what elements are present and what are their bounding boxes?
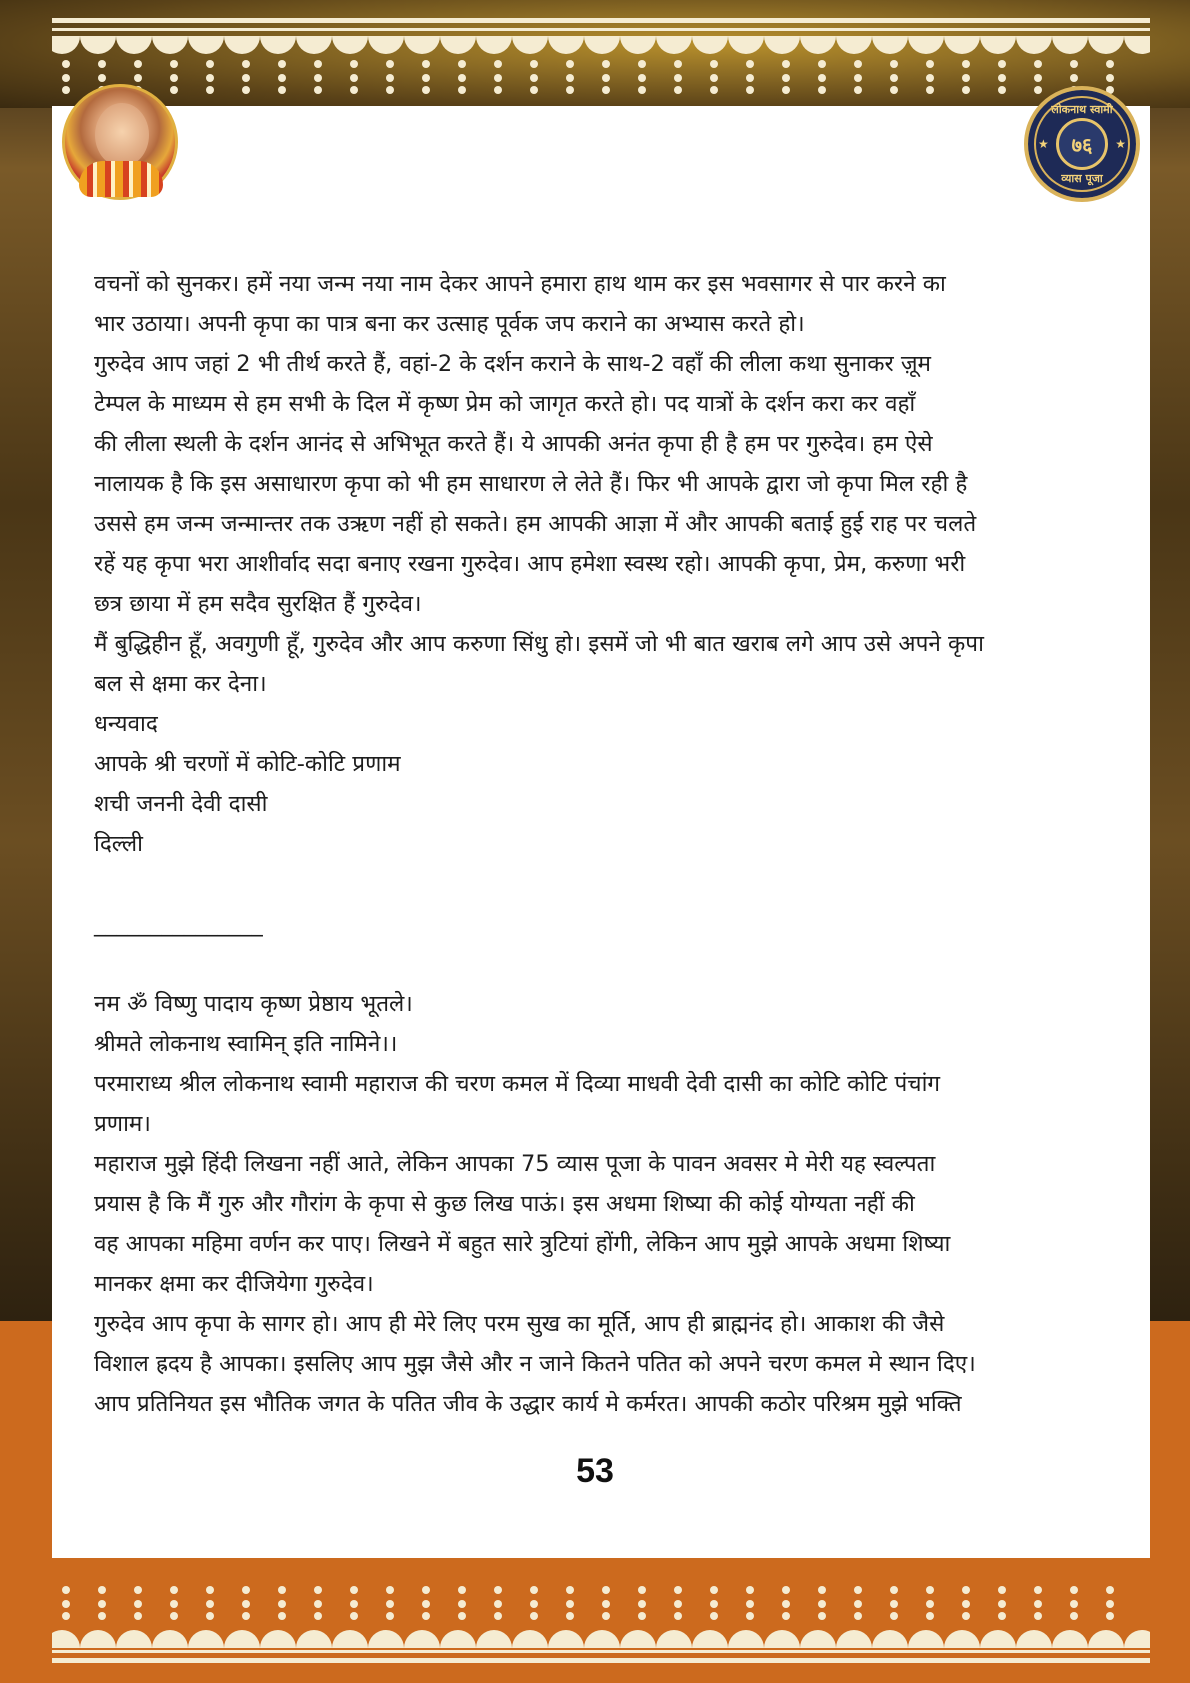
border-dot: [926, 86, 934, 94]
scallop-shape: [1016, 1630, 1052, 1648]
border-dot: [494, 74, 502, 82]
scallop-shape: [260, 1630, 296, 1648]
scallop-shape: [800, 1630, 836, 1648]
text-line: शची जननी देवी दासी: [94, 791, 268, 817]
bottom-stripe: [52, 1658, 1150, 1663]
border-dot: [854, 86, 862, 94]
border-dot: [314, 60, 322, 68]
border-dot: [890, 74, 898, 82]
text-line: दिल्ली: [94, 831, 144, 857]
border-dot: [494, 86, 502, 94]
border-dot: [386, 1612, 394, 1620]
border-dot: [98, 1612, 106, 1620]
border-dot: [674, 1600, 682, 1608]
border-dot: [1106, 1586, 1114, 1594]
border-dot: [890, 60, 898, 68]
scallop-shape: [692, 1630, 728, 1648]
scallop-shape: [980, 36, 1016, 54]
border-dot: [134, 74, 142, 82]
border-dot: [782, 1586, 790, 1594]
text-line: प्रणाम।: [94, 1111, 151, 1137]
bottom-scallop-border: [52, 1626, 1150, 1648]
scallop-shape: [188, 36, 224, 54]
seal-star-icon: ★: [1115, 137, 1126, 151]
border-dot: [818, 86, 826, 94]
border-dot: [170, 1586, 178, 1594]
border-dot: [746, 1600, 754, 1608]
border-dot: [1034, 74, 1042, 82]
border-dot: [638, 74, 646, 82]
border-dot: [746, 60, 754, 68]
border-dot: [1106, 60, 1114, 68]
border-dot: [458, 60, 466, 68]
border-dot: [782, 1612, 790, 1620]
border-dot: [890, 1600, 898, 1608]
border-dot: [314, 1586, 322, 1594]
text-line: नालायक है कि इस असाधारण कृपा को भी हम साधारण ले लेते हैं। फिर भी आपके द्वारा जो कृपा मिल रही है: [94, 471, 968, 497]
border-dot: [746, 86, 754, 94]
border-dot: [602, 74, 610, 82]
border-dot: [638, 1600, 646, 1608]
border-dot: [278, 1600, 286, 1608]
border-dot: [710, 60, 718, 68]
scallop-shape: [476, 1630, 512, 1648]
scallop-shape: [260, 36, 296, 54]
scallop-shape: [52, 1630, 80, 1648]
border-dot: [782, 74, 790, 82]
border-dot: [638, 1612, 646, 1620]
border-dot: [926, 1612, 934, 1620]
border-dot: [386, 74, 394, 82]
border-dot: [314, 1600, 322, 1608]
scallop-shape: [584, 36, 620, 54]
scallop-shape: [908, 1630, 944, 1648]
scallop-shape: [296, 36, 332, 54]
border-dot: [962, 1586, 970, 1594]
border-dot: [170, 1600, 178, 1608]
border-dot: [998, 1600, 1006, 1608]
border-dot: [602, 1612, 610, 1620]
border-dot: [1070, 74, 1078, 82]
scallop-shape: [908, 36, 944, 54]
scallop-shape: [872, 1630, 908, 1648]
scallop-shape: [224, 1630, 260, 1648]
vyasa-puja-seal: [1024, 86, 1140, 202]
border-dot: [242, 86, 250, 94]
scallop-shape: [548, 36, 584, 54]
text-line: श्रीमते लोकनाथ स्वामिन् इति नामिने।।: [94, 1031, 398, 1057]
scallop-shape: [332, 1630, 368, 1648]
scallop-shape: [800, 36, 836, 54]
scallop-shape: [188, 1630, 224, 1648]
text-line: छत्र छाया में हम सदैव सुरक्षित हैं गुरुदेव।: [94, 591, 422, 617]
text-line: परमाराध्य श्रील लोकनाथ स्वामी महाराज की चरण कमल में दिव्या माधवी देवी दासी का कोटि कोटि पंचांग: [94, 1071, 941, 1097]
border-dot: [350, 1600, 358, 1608]
border-dot: [638, 86, 646, 94]
border-dot: [206, 1586, 214, 1594]
border-dot: [782, 1600, 790, 1608]
scallop-shape: [80, 1630, 116, 1648]
border-dot: [962, 1612, 970, 1620]
border-dot: [1070, 1600, 1078, 1608]
letter-section-1: [94, 264, 1104, 864]
border-dot: [494, 1600, 502, 1608]
border-dot: [602, 1586, 610, 1594]
border-dot: [746, 1586, 754, 1594]
border-dot: [278, 1612, 286, 1620]
seal-star-icon: ★: [1038, 137, 1049, 151]
border-dot: [62, 1612, 70, 1620]
border-dot: [422, 60, 430, 68]
border-dot: [458, 1600, 466, 1608]
border-dot: [998, 74, 1006, 82]
border-dot: [458, 86, 466, 94]
border-dot: [566, 1600, 574, 1608]
top-dot-border: [52, 56, 1150, 96]
border-dot: [206, 60, 214, 68]
border-dot: [1106, 74, 1114, 82]
border-dot: [494, 1612, 502, 1620]
scallop-shape: [1088, 36, 1124, 54]
border-dot: [422, 1612, 430, 1620]
bottom-dot-border: [52, 1582, 1150, 1622]
border-dot: [1070, 1586, 1078, 1594]
border-dot: [422, 1586, 430, 1594]
text-line: टेम्पल के माध्यम से हम सभी के दिल में कृष्ण प्रेम को जागृत करते हो। पद यात्रों के दर्शन करा कर वहाँ: [94, 391, 916, 417]
scallop-shape: [152, 1630, 188, 1648]
scallop-shape: [224, 36, 260, 54]
border-dot: [350, 1612, 358, 1620]
border-dot: [890, 1612, 898, 1620]
border-dot: [350, 1586, 358, 1594]
border-dot: [638, 1586, 646, 1594]
border-dot: [530, 1600, 538, 1608]
text-line: नम ॐ विष्णु पादाय कृष्ण प्रेष्ठाय भूतले।: [94, 991, 413, 1017]
border-dot: [242, 1600, 250, 1608]
text-line: वह आपका महिमा वर्णन कर पाए। लिखने में बहुत सारे त्रुटियां होंगी, लेकिन आप मुझे आपके अधमा शिष्या: [94, 1231, 951, 1257]
border-dot: [242, 1612, 250, 1620]
border-dot: [962, 86, 970, 94]
border-dot: [530, 86, 538, 94]
border-dot: [818, 1612, 826, 1620]
page-number: 53: [576, 1452, 614, 1490]
border-dot: [350, 74, 358, 82]
border-dot: [134, 1600, 142, 1608]
text-line: की लीला स्थली के दर्शन आनंद से अभिभूत करते हैं। ये आपकी अनंत कृपा ही है हम पर गुरुदेव। हम ऐसे: [94, 431, 933, 457]
border-dot: [602, 86, 610, 94]
scallop-shape: [440, 36, 476, 54]
border-dot: [98, 1586, 106, 1594]
border-dot: [566, 1612, 574, 1620]
border-dot: [674, 60, 682, 68]
scallop-shape: [548, 1630, 584, 1648]
border-dot: [926, 1600, 934, 1608]
border-dot: [62, 86, 70, 94]
text-line: महाराज मुझे हिंदी लिखना नहीं आते, लेकिन आपका 75 व्यास पूजा के पावन अवसर मे मेरी यह स्वल्पता: [94, 1151, 936, 1177]
scallop-shape: [692, 36, 728, 54]
border-dot: [1106, 1600, 1114, 1608]
border-dot: [98, 1600, 106, 1608]
border-dot: [278, 1586, 286, 1594]
border-dot: [1070, 1612, 1078, 1620]
scallop-shape: [836, 1630, 872, 1648]
border-dot: [170, 74, 178, 82]
border-dot: [674, 1586, 682, 1594]
scallop-shape: [944, 36, 980, 54]
border-dot: [1070, 60, 1078, 68]
border-dot: [710, 74, 718, 82]
border-dot: [530, 1612, 538, 1620]
guru-portrait: [62, 84, 178, 200]
border-dot: [242, 60, 250, 68]
border-dot: [530, 60, 538, 68]
border-dot: [818, 1600, 826, 1608]
border-dot: [674, 1612, 682, 1620]
border-dot: [242, 74, 250, 82]
border-dot: [854, 60, 862, 68]
border-dot: [746, 74, 754, 82]
border-dot: [998, 1612, 1006, 1620]
scallop-shape: [512, 36, 548, 54]
scallop-shape: [944, 1630, 980, 1648]
scallop-shape: [584, 1630, 620, 1648]
text-line: बल से क्षमा कर देना।: [94, 671, 267, 697]
text-line: वचनों को सुनकर। हमें नया जन्म नया नाम देकर आपने हमारा हाथ थाम कर इस भवसागर से पार करने का: [94, 271, 946, 297]
text-line: मानकर क्षमा कर दीजियेगा गुरुदेव।: [94, 1271, 374, 1297]
border-dot: [314, 1612, 322, 1620]
scallop-shape: [332, 36, 368, 54]
border-dot: [494, 60, 502, 68]
scallop-shape: [1016, 36, 1052, 54]
border-dot: [926, 1586, 934, 1594]
border-dot: [278, 60, 286, 68]
scallop-shape: [1088, 1630, 1124, 1648]
border-dot: [170, 1612, 178, 1620]
border-dot: [818, 1586, 826, 1594]
border-dot: [746, 1612, 754, 1620]
scallop-shape: [440, 1630, 476, 1648]
scallop-shape: [368, 36, 404, 54]
border-dot: [206, 86, 214, 94]
border-dot: [206, 74, 214, 82]
border-dot: [998, 1586, 1006, 1594]
scallop-shape: [656, 1630, 692, 1648]
text-line: विशाल ह्रदय है आपका। इसलिए आप मुझ जैसे और न जाने कितने पतित को अपने चरण कमल मे स्थान दिए।: [94, 1351, 976, 1377]
border-dot: [386, 1586, 394, 1594]
border-dot: [422, 86, 430, 94]
text-line: रहें यह कृपा भरा आशीर्वाद सदा बनाए रखना गुरुदेव। आप हमेशा स्वस्थ रहो। आपकी कृपा, प्रेम, करुणा भरी: [94, 551, 966, 577]
scallop-shape: [1052, 1630, 1088, 1648]
border-dot: [170, 86, 178, 94]
border-dot: [674, 86, 682, 94]
border-dot: [710, 1586, 718, 1594]
border-dot: [566, 1586, 574, 1594]
border-dot: [278, 74, 286, 82]
border-dot: [854, 74, 862, 82]
border-dot: [62, 1600, 70, 1608]
border-dot: [890, 86, 898, 94]
border-dot: [494, 1586, 502, 1594]
border-dot: [962, 1600, 970, 1608]
border-dot: [134, 1612, 142, 1620]
border-dot: [458, 1586, 466, 1594]
border-dot: [1034, 1612, 1042, 1620]
border-dot: [1034, 86, 1042, 94]
text-line: गुरुदेव आप जहां 2 भी तीर्थ करते हैं, वहां-2 के दर्शन कराने के साथ-2 वहाँ की लीला कथा सुनाकर ज़ूम: [94, 351, 931, 377]
scallop-shape: [152, 36, 188, 54]
border-dot: [710, 1612, 718, 1620]
text-line: प्रयास है कि मैं गुरु और गौरांग के कृपा से कुछ लिख पाऊं। इस अधमा शिष्या की कोई योग्यता नहीं की: [94, 1191, 915, 1217]
scallop-shape: [476, 36, 512, 54]
scallop-shape: [1052, 36, 1088, 54]
scallop-shape: [116, 36, 152, 54]
border-dot: [638, 60, 646, 68]
border-dot: [458, 1612, 466, 1620]
border-dot: [926, 74, 934, 82]
scallop-shape: [872, 36, 908, 54]
border-dot: [206, 1612, 214, 1620]
seal-top-text: लोकनाथ स्वामी: [1051, 103, 1113, 116]
scallop-shape: [404, 1630, 440, 1648]
border-dot: [818, 60, 826, 68]
scallop-shape: [1124, 36, 1150, 54]
border-dot: [1106, 1612, 1114, 1620]
border-dot: [350, 60, 358, 68]
scallop-shape: [764, 1630, 800, 1648]
border-dot: [98, 60, 106, 68]
border-dot: [854, 1612, 862, 1620]
text-line: आप प्रतिनियत इस भौतिक जगत के पतित जीव के उद्धार कार्य मे कर्मरत। आपकी कठोर परिश्रम मुझे भक्ति: [94, 1391, 962, 1417]
border-dot: [962, 74, 970, 82]
scallop-shape: [368, 1630, 404, 1648]
scallop-shape: [404, 36, 440, 54]
text-line: उससे हम जन्म जन्मान्तर तक उऋण नहीं हो सकते। हम आपकी आज्ञा में और आपकी बताई हुई राह पर चलते: [94, 511, 977, 537]
bottom-stripe-thin: [52, 1650, 1150, 1653]
border-dot: [602, 60, 610, 68]
border-dot: [422, 1600, 430, 1608]
border-dot: [962, 60, 970, 68]
border-dot: [854, 1600, 862, 1608]
border-dot: [566, 74, 574, 82]
border-dot: [458, 74, 466, 82]
top-stripe: [52, 18, 1150, 23]
scallop-shape: [116, 1630, 152, 1648]
border-dot: [818, 74, 826, 82]
seal-bottom-text: व्यास पूजा: [1061, 172, 1103, 185]
letter-body: [94, 264, 1104, 1424]
border-dot: [62, 1586, 70, 1594]
scallop-shape: [980, 1630, 1016, 1648]
text-line: भार उठाया। अपनी कृपा का पात्र बना कर उत्साह पूर्वक जप कराने का अभ्यास करते हो।: [94, 311, 805, 337]
scallop-shape: [728, 1630, 764, 1648]
border-dot: [278, 86, 286, 94]
border-dot: [62, 74, 70, 82]
border-dot: [134, 1586, 142, 1594]
scallop-shape: [764, 36, 800, 54]
border-dot: [890, 1586, 898, 1594]
scallop-shape: [512, 1630, 548, 1648]
border-dot: [1034, 60, 1042, 68]
border-dot: [134, 60, 142, 68]
scallop-shape: [296, 1630, 332, 1648]
scallop-shape: [728, 36, 764, 54]
border-dot: [674, 74, 682, 82]
text-line: मैं बुद्धिहीन हूँ, अवगुणी हूँ, गुरुदेव और आप करुणा सिंधु हो। इसमें जो भी बात खराब लगे आप उसे अपने कृपा: [94, 631, 984, 657]
border-dot: [998, 86, 1006, 94]
scallop-shape: [656, 36, 692, 54]
border-dot: [710, 1600, 718, 1608]
border-dot: [98, 74, 106, 82]
portrait-face: [95, 103, 149, 167]
border-dot: [782, 86, 790, 94]
scallop-shape: [620, 36, 656, 54]
border-dot: [602, 1600, 610, 1608]
border-dot: [62, 60, 70, 68]
border-dot: [710, 86, 718, 94]
border-dot: [566, 86, 574, 94]
section-separator: _______________: [94, 911, 263, 937]
scallop-shape: [80, 36, 116, 54]
border-dot: [1034, 1600, 1042, 1608]
top-stripe-thin: [52, 28, 1150, 31]
text-line: गुरुदेव आप कृपा के सागर हो। आप ही मेरे लिए परम सुख का मूर्ति, आप ही ब्राह्मनंद हो। आकाश की जैसे: [94, 1311, 945, 1337]
text-line: धन्यवाद: [94, 711, 158, 737]
scallop-shape: [1124, 1630, 1150, 1648]
border-dot: [242, 1586, 250, 1594]
border-dot: [926, 60, 934, 68]
seal-center-number: ७६: [1056, 118, 1108, 170]
scallop-shape: [836, 36, 872, 54]
border-dot: [530, 1586, 538, 1594]
letter-section-2: [94, 984, 1104, 1424]
border-dot: [386, 86, 394, 94]
text-line: आपके श्री चरणों में कोटि-कोटि प्रणाम: [94, 751, 401, 777]
border-dot: [530, 74, 538, 82]
border-dot: [386, 1600, 394, 1608]
scallop-shape: [620, 1630, 656, 1648]
border-dot: [566, 60, 574, 68]
border-dot: [782, 60, 790, 68]
top-scallop-border: [52, 36, 1150, 58]
border-dot: [350, 86, 358, 94]
border-dot: [854, 1586, 862, 1594]
border-dot: [422, 74, 430, 82]
scallop-shape: [52, 36, 80, 54]
border-dot: [314, 74, 322, 82]
border-dot: [1034, 1586, 1042, 1594]
border-dot: [998, 60, 1006, 68]
border-dot: [386, 60, 394, 68]
border-dot: [206, 1600, 214, 1608]
portrait-garland: [79, 161, 163, 197]
border-dot: [314, 86, 322, 94]
border-dot: [170, 60, 178, 68]
